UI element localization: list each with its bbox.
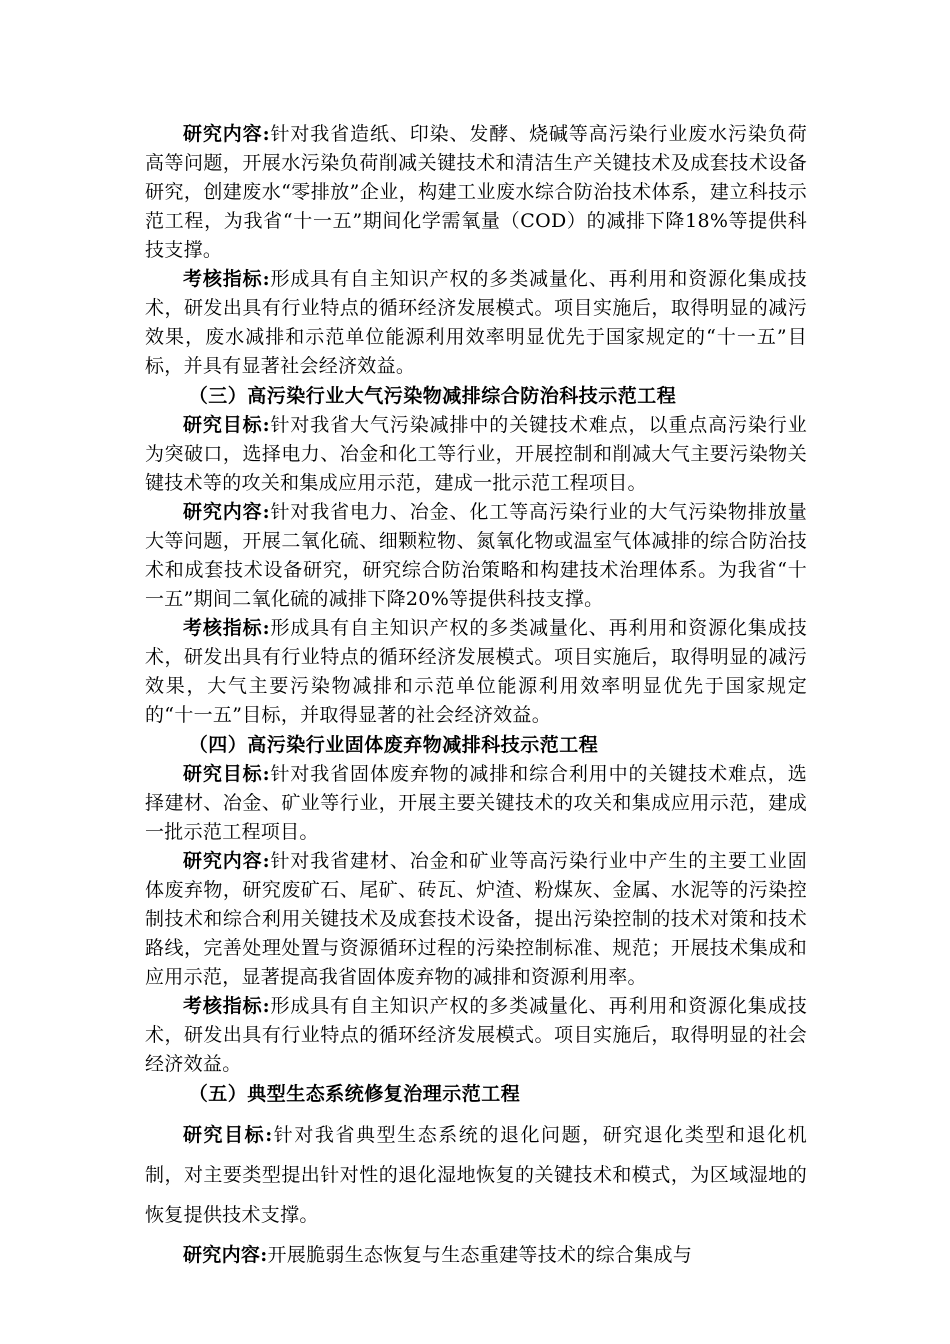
paragraph-text: 形成具有自主知识产权的多类减量化、再利用和资源化集成技术，研发出具有行业特点的循环经济发展模式。项目实施后，取得明显的减污效果，大气主要污染物减排和示范单位能源利用效率明显优先于国家规定的“十一五”目标，并取得显著的社会经济效益。 [145,617,807,726]
paragraph-label: 考核指标: [183,268,270,290]
paragraph-text: 开展脆弱生态恢复与生态重建等技术的综合集成与 [267,1244,693,1266]
paragraph-label: 研究目标: [183,414,270,436]
paragraph-air-research-goal [145,411,807,498]
paragraph-text: 针对我省造纸、印染、发酵、烧碱等高污染行业废水污染负荷高等问题，开展水污染负荷削减关键技术和清洁生产关键技术及成套技术设备研究，创建废水“零排放”企业，构建工业废水综合防治技术体系，建立科技示范工程，为我省“十一五”期间化学需氧量（COD）的减排下降18%等提供科技支撑。 [145,123,807,261]
paragraph-text: 针对我省建材、冶金和矿业等高污染行业中产生的主要工业固体废弃物，研究废矿石、尾矿、砖瓦、炉渣、粉煤灰、金属、水泥等的污染控制技术和综合利用关键技术及成套技术设备，提出污染控制的技术对策和技术路线，完善处理处置与资源循环过程的污染控制标准、规范；开展技术集成和应用示范，显著提高我省固体废弃物的减排和资源利用率。 [145,850,807,988]
section-heading-4: （四）高污染行业固体废弃物减排科技示范工程 [188,734,599,756]
paragraph-text: 针对我省大气污染减排中的关键技术难点，以重点高污染行业为突破口，选择电力、冶金和化工等行业，开展控制和削减大气主要污染物关键技术等的攻关和集成应用示范，建成一批示范工程项目。 [145,414,807,494]
paragraph-label: 研究目标: [183,1124,273,1146]
paragraph-label: 研究内容: [183,123,270,145]
paragraph-text: 针对我省固体废弃物的减排和综合利用中的关键技术难点，选择建材、冶金、矿业等行业，开展主要关键技术的攻关和集成应用示范，建成一批示范工程项目。 [145,763,807,843]
paragraph-label: 研究目标: [183,763,270,785]
paragraph-solid-assessment [145,992,807,1079]
paragraph-text: 针对我省电力、冶金、化工等高污染行业的大气污染物排放量大等问题，开展二氧化硫、细颗粒物、氮氧化物或温室气体减排的综合防治技术和成套技术设备研究，研究综合防治策略和构建技术治理体系。为我省“十一五”期间二氧化硫的减排下降20%等提供科技支撑。 [145,501,807,610]
paragraph-text: 形成具有自主知识产权的多类减量化、再利用和资源化集成技术，研发出具有行业特点的循环经济发展模式。项目实施后，取得明显的社会经济效益。 [145,995,807,1075]
paragraph-solid-research-goal [145,760,807,847]
section-heading-3: （三）高污染行业大气污染物减排综合防治科技示范工程 [188,385,677,407]
paragraph-label: 研究内容: [183,850,270,872]
paragraph-solid-research-content [145,847,807,992]
paragraph-label: 研究内容: [183,501,270,523]
paragraph-air-research-content [145,498,807,614]
paragraph-eco-research-content [145,1235,807,1275]
paragraph-text: 形成具有自主知识产权的多类减量化、再利用和资源化集成技术，研发出具有行业特点的循环经济发展模式。项目实施后，取得明显的减污效果，废水减排和示范单位能源利用效率明显优先于国家规定的“十一五”目标，并具有显著社会经济效益。 [145,268,807,377]
section-heading-5: （五）典型生态系统修复治理示范工程 [188,1083,521,1105]
paragraph-text: 针对我省典型生态系统的退化问题，研究退化类型和退化机制，对主要类型提出针对性的退化湿地恢复的关键技术和模式，为区域湿地的恢复提供技术支撑。 [145,1124,807,1226]
paragraph-label: 研究内容: [183,1244,268,1266]
document-page [145,120,807,1275]
paragraph-water-research-content [145,120,807,265]
paragraph-eco-research-goal [145,1115,807,1235]
paragraph-label: 考核指标: [183,995,270,1017]
paragraph-water-assessment [145,265,807,381]
paragraph-label: 考核指标: [183,617,270,639]
paragraph-air-assessment [145,614,807,730]
